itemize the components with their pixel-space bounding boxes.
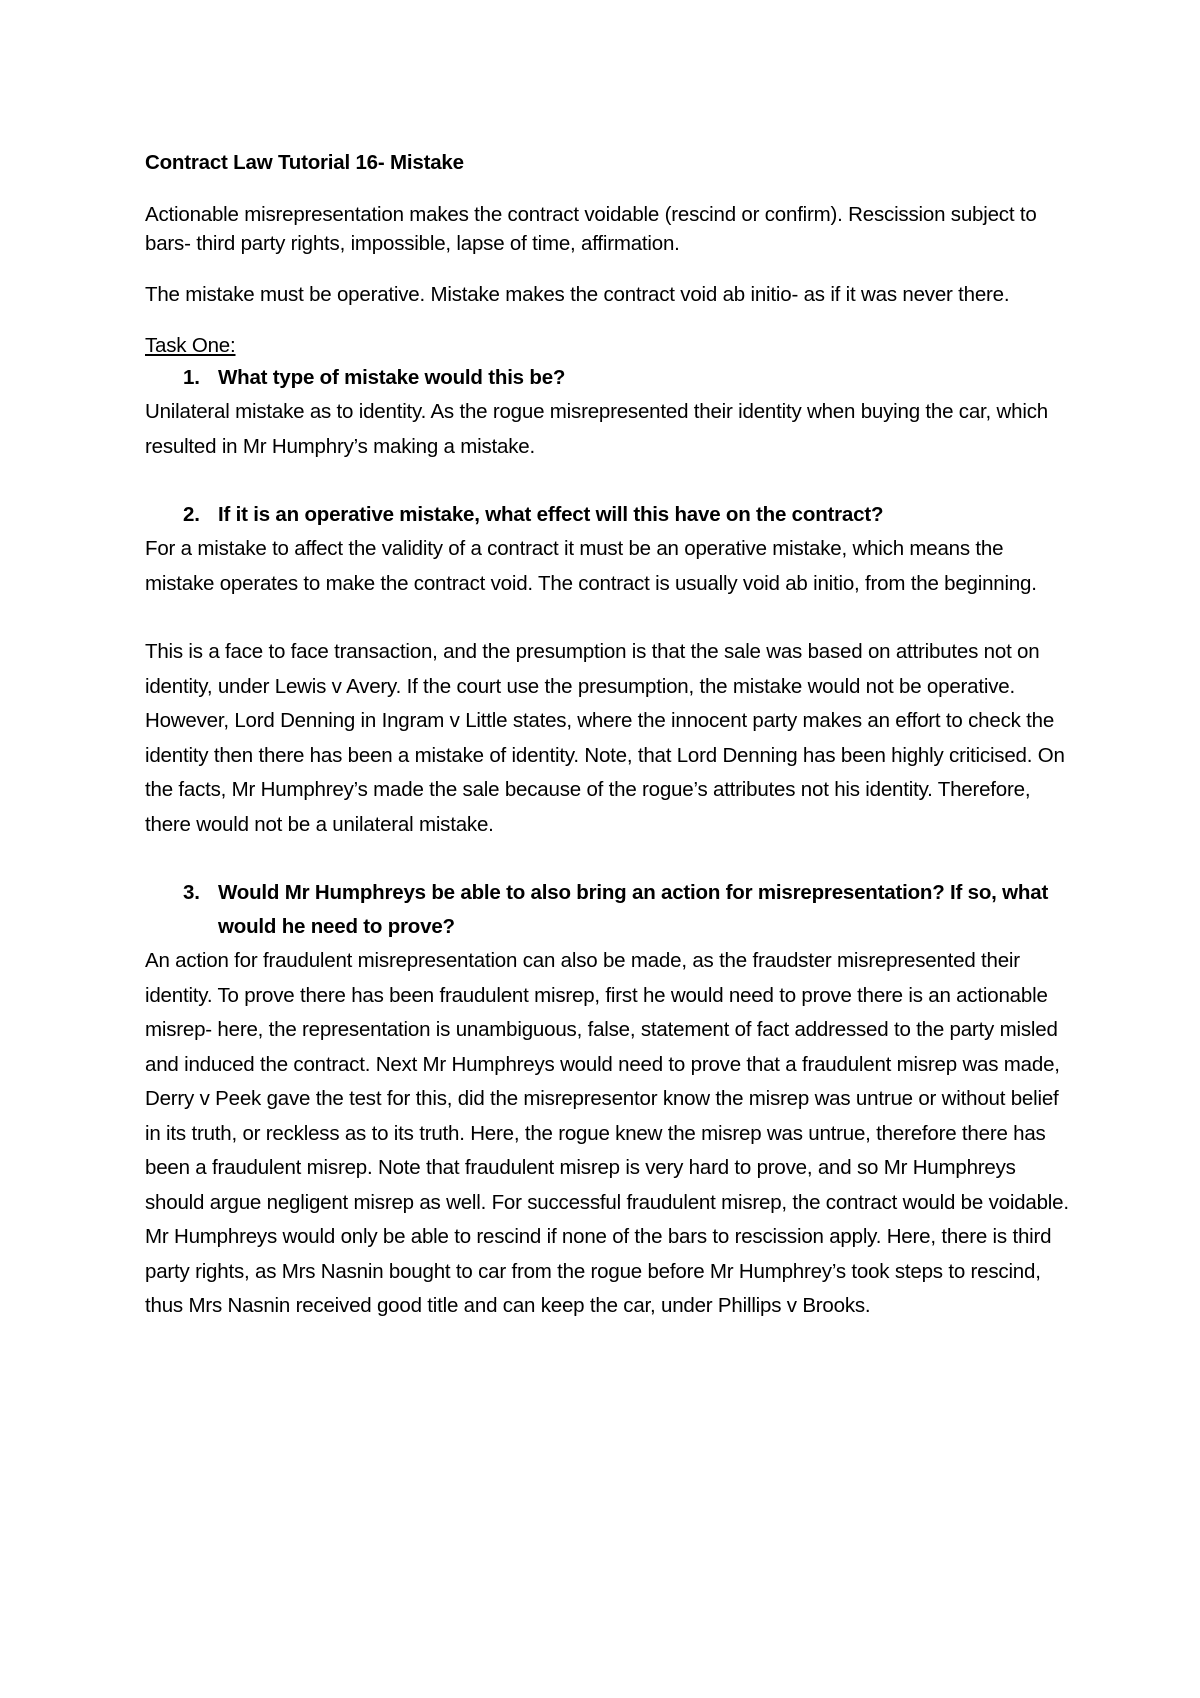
answer-1-paragraph-1: Unilateral mistake as to identity. As the rogue misrepresented their identity when buying the car, which resulted in Mr Humphry’s making a mistake. (145, 400, 1048, 458)
answer-2-paragraph-1: For a mistake to affect the validity of a contract it must be an operative mistake, which means the mistake operates to make the contract void. The contract is usually void ab initio, from the beginning. (145, 537, 1037, 595)
question-1 (145, 361, 1075, 395)
question-text: If it is an operative mistake, what effect will this have on the contract? (218, 503, 884, 526)
question-number: 2. (183, 503, 200, 526)
document-title: Contract Law Tutorial 16- Mistake (145, 151, 464, 174)
answer-2-paragraph-2: This is a face to face transaction, and the presumption is that the sale was based on attributes not on identity, under Lewis v Avery. If the court use the presumption, the mistake would not be operative. However, Lord Denning in Ingram v Little states, where the innocent party makes an effort to check the identity then there has been a mistake of identity. Note, that Lord Denning has been highly criticised. On the facts, Mr Humphrey’s made the sale because of the rogue’s attributes not his identity. Therefore, there would not be a unilateral mistake. (145, 640, 1065, 836)
intro-paragraph-1: Actionable misrepresentation makes the contract voidable (rescind or confirm). Rescission subject to bars- third party rights, impossible, lapse of time, affirmation. (145, 203, 1037, 255)
question-text: Would Mr Humphreys be able to also bring an action for misrepresentation? If so, what would he need to prove? (218, 881, 1049, 938)
question-text: What type of mistake would this be? (218, 366, 566, 389)
document-body (145, 148, 1075, 1324)
intro-paragraph-2: The mistake must be operative. Mistake makes the contract void ab initio- as if it was never there. (145, 283, 1010, 306)
question-2 (145, 498, 1075, 532)
answer-3-paragraph-1: An action for fraudulent misrepresentation can also be made, as the fraudster misrepresented their identity. To prove there has been fraudulent misrep, first he would need to prove there is an actionable misrep- here, the representation is unambiguous, false, statement of fact addressed to the party misled and induced the contract. Next Mr Humphreys would need to prove that a fraudulent misrep was made, Derry v Peek gave the test for this, did the misrepresentor know the misrep was untrue or without belief in its truth, or reckless as to its truth. Here, the rogue knew the misrep was untrue, therefore there has been a fraudulent misrep. Note that fraudulent misrep is very hard to prove, and so Mr Humphreys should argue negligent misrep as well. For successful fraudulent misrep, the contract would be voidable. Mr Humphreys would only be able to rescind if none of the bars to rescission apply. Here, there is third party rights, as Mrs Nasnin bought to car from the rogue before Mr Humphrey’s took steps to rescind, thus Mrs Nasnin received good title and can keep the car, under Phillips v Brooks. (145, 949, 1069, 1317)
question-number: 1. (183, 366, 200, 389)
task-heading: Task One: (145, 334, 236, 357)
question-number: 3. (183, 881, 200, 904)
question-3 (145, 876, 1075, 944)
